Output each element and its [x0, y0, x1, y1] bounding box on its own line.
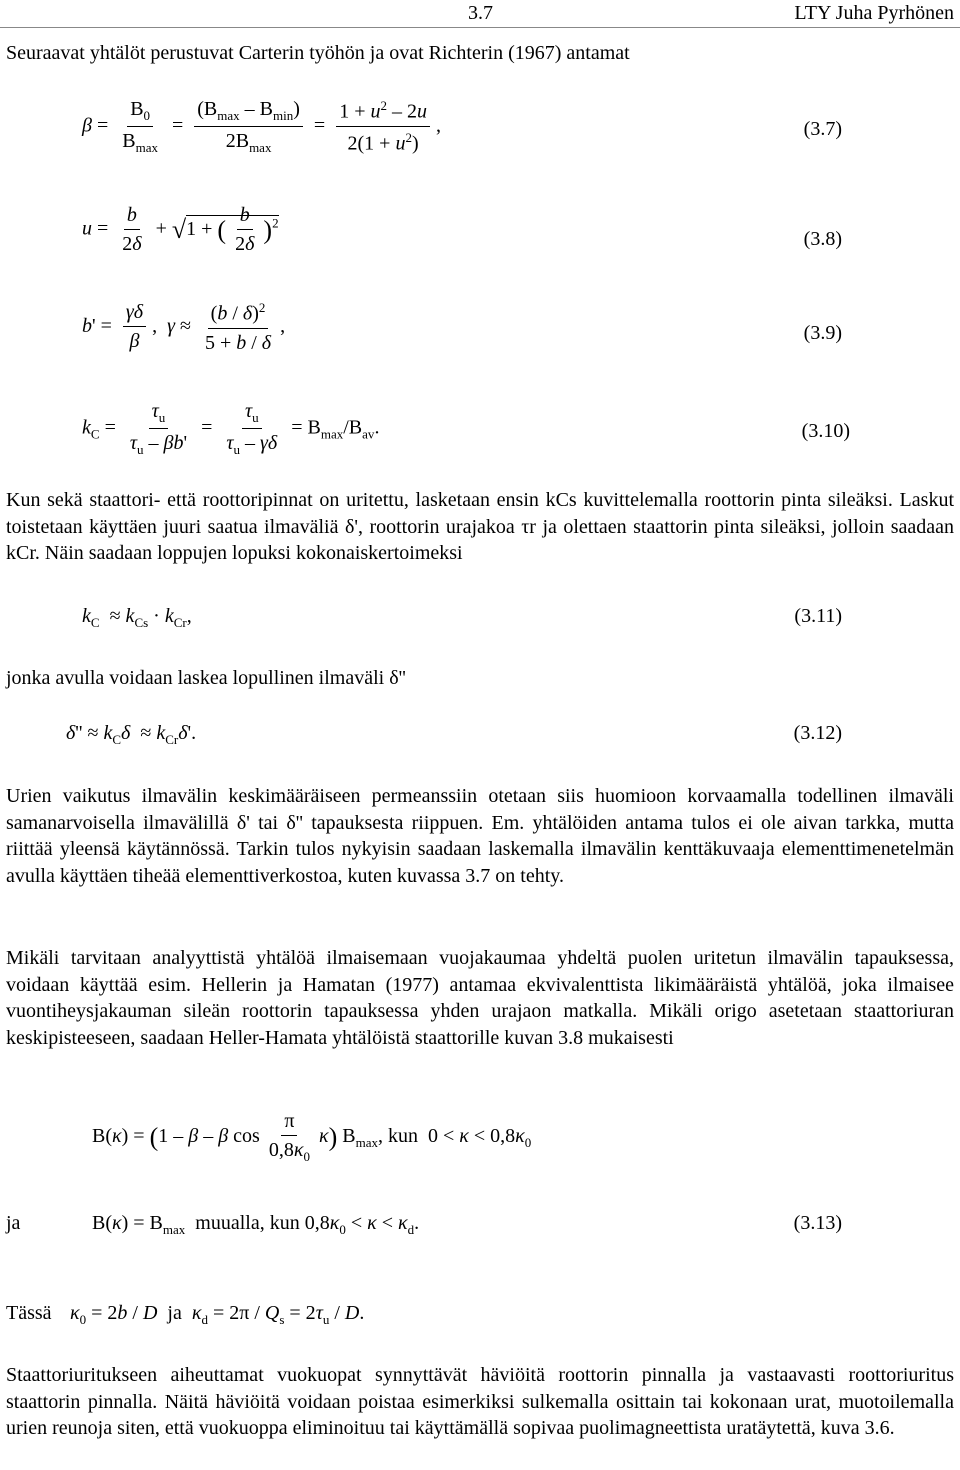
equation-number-3-9: (3.9)	[803, 322, 842, 344]
page-number: 3.7	[468, 2, 493, 24]
tassa-lead: Tässä	[6, 1302, 52, 1324]
equation-3-11: $k_C \approx k_{Cs} \cdot k_{Cr}$,	[82, 605, 192, 630]
muualla-text: muualla, kun	[195, 1212, 300, 1234]
equation-3-9: b' = $\frac{\gamma\delta}{\beta}$ , γ ≈ $\frac{(b / \delta)^2}{5 + b / \delta}$ ,	[82, 300, 286, 354]
equation-3-7: β = $\frac{B_0}{B_{max}}$ = $\frac{(B_{max} - B_{min})}{2B_{max}}$ = $\frac{1 + u^2 - 2u}{2(1 + u^2)}$ ,	[82, 98, 441, 155]
equation-3-13-line-1: B(κ) = (1 – β – β cos $\frac{\pi}{0,8\kappa_0}$ κ) $B_{max}$, kun $0 < \kappa < 0,8\kappa_0$	[92, 1110, 532, 1164]
paragraph-urien: Urien vaikutus ilmavälin keskimääräiseen permeanssiin otetaan siis huomioon korvaamalla todellinen ilmaväli samanarvoisella ilmavälillä δ' tai δ'' tapauksesta riippuen. Em. yhtälöiden antama tulos ei ole aivan tarkka, mutta riittää yleensä käytännössä. Tarkin tulos nykyisin saadaan laskemalla ilmavälin kenttäkuvaaja elementtimenetelmän avulla käyttäen tiheää elementtiverkostoa, kuten kuvassa 3.7 on tehty.	[6, 785, 954, 887]
header-rule	[0, 27, 960, 28]
intro-text: Seuraavat yhtälöt perustuvat Carterin työhön ja ovat Richterin (1967) antamat	[6, 42, 630, 64]
equation-number-3-8: (3.8)	[803, 228, 842, 250]
equation-number-3-13: (3.13)	[793, 1212, 842, 1234]
paragraph-jonka: jonka avulla voidaan laskea lopullinen ilmaväli δ''	[6, 667, 406, 689]
equation-number-3-7: (3.7)	[803, 118, 842, 140]
equation-3-13-line-2: $B(\kappa) = B_{max}$ muualla, kun $0,8\kappa_0 < \kappa < \kappa_d$.	[92, 1212, 420, 1237]
tassa-definitions: $\kappa_0 = 2b / D$ ja $\kappa_d = 2\pi / Q_s = 2\tau_u / D$.	[70, 1302, 365, 1327]
kun-label-1: , kun	[377, 1125, 418, 1148]
equation-number-3-11: (3.11)	[794, 605, 842, 627]
paragraph-mikali: Mikäli tarvitaan analyyttistä yhtälöä ilmaisemaan vuojakaumaa yhdeltä puolen uritetun ilmavälin tapauksessa, voidaan käyttää esim. Hellerin ja Hamatan (1977) antamaa ekvivalenttista likimääräistä yhtälöä, joka ilmaisee vuontiheysjakauman sileän roottorin tapauksessa yhden urajaon matkalla. Mikäli origo asetetaan staattoriuran keskipisteeseen, saadaan Heller-Hamata yhtälöistä staattorille kuvan 3.8 mukaisesti	[6, 947, 954, 1049]
equation-number-3-10: (3.10)	[801, 420, 850, 442]
equation-3-12: $\delta'' \approx k_C\delta \approx k_{Cr}\delta'$.	[66, 722, 197, 747]
equation-number-3-12: (3.12)	[793, 722, 842, 744]
author-name: LTY Juha Pyrhönen	[794, 2, 954, 24]
paragraph-kun: Kun sekä staattori- että roottoripinnat on uritettu, lasketaan ensin kCs kuvittelemalla roottorin pinta sileäksi. Laskut toistetaan käyttäen juuri saatua ilmaväliä δ', roottorin urajakoa τr ja olettaen staattorin pinta sileäksi, jolloin saadaan kCr. Näin saadaan loppujen lopuksi kokonaiskertoimeksi	[6, 489, 954, 564]
equation-3-13-ja-lead: ja	[6, 1212, 21, 1234]
equation-3-10: $k_C$ = $\frac{\tau_u}{\tau_u - \beta b'}$ = $\frac{\tau_u}{\tau_u - \gamma\delta}$ = $B_{max}/B_{av}$.	[82, 400, 380, 457]
equation-3-8: u = $\frac{b}{2\delta}$ + √1 + ( $\frac{b}{2\delta}$ )$^2$	[82, 204, 279, 255]
paragraph-final: Staattoriuritukseen aiheuttamat vuokuopat synnyttävät häviöitä roottorin pinnalla ja vastaavasti roottoriuritus staattorin pinnalla. Näitä häviöitä voidaan poistaa esimerkiksi sulkemalla osittain tai kokonaan urat, muotoilemalla urien reunoja siten, että vuokuoppa eliminoituu tai käyttämällä sopivaa puolimagneettista uratäytettä, kuva 3.6.	[6, 1364, 954, 1439]
